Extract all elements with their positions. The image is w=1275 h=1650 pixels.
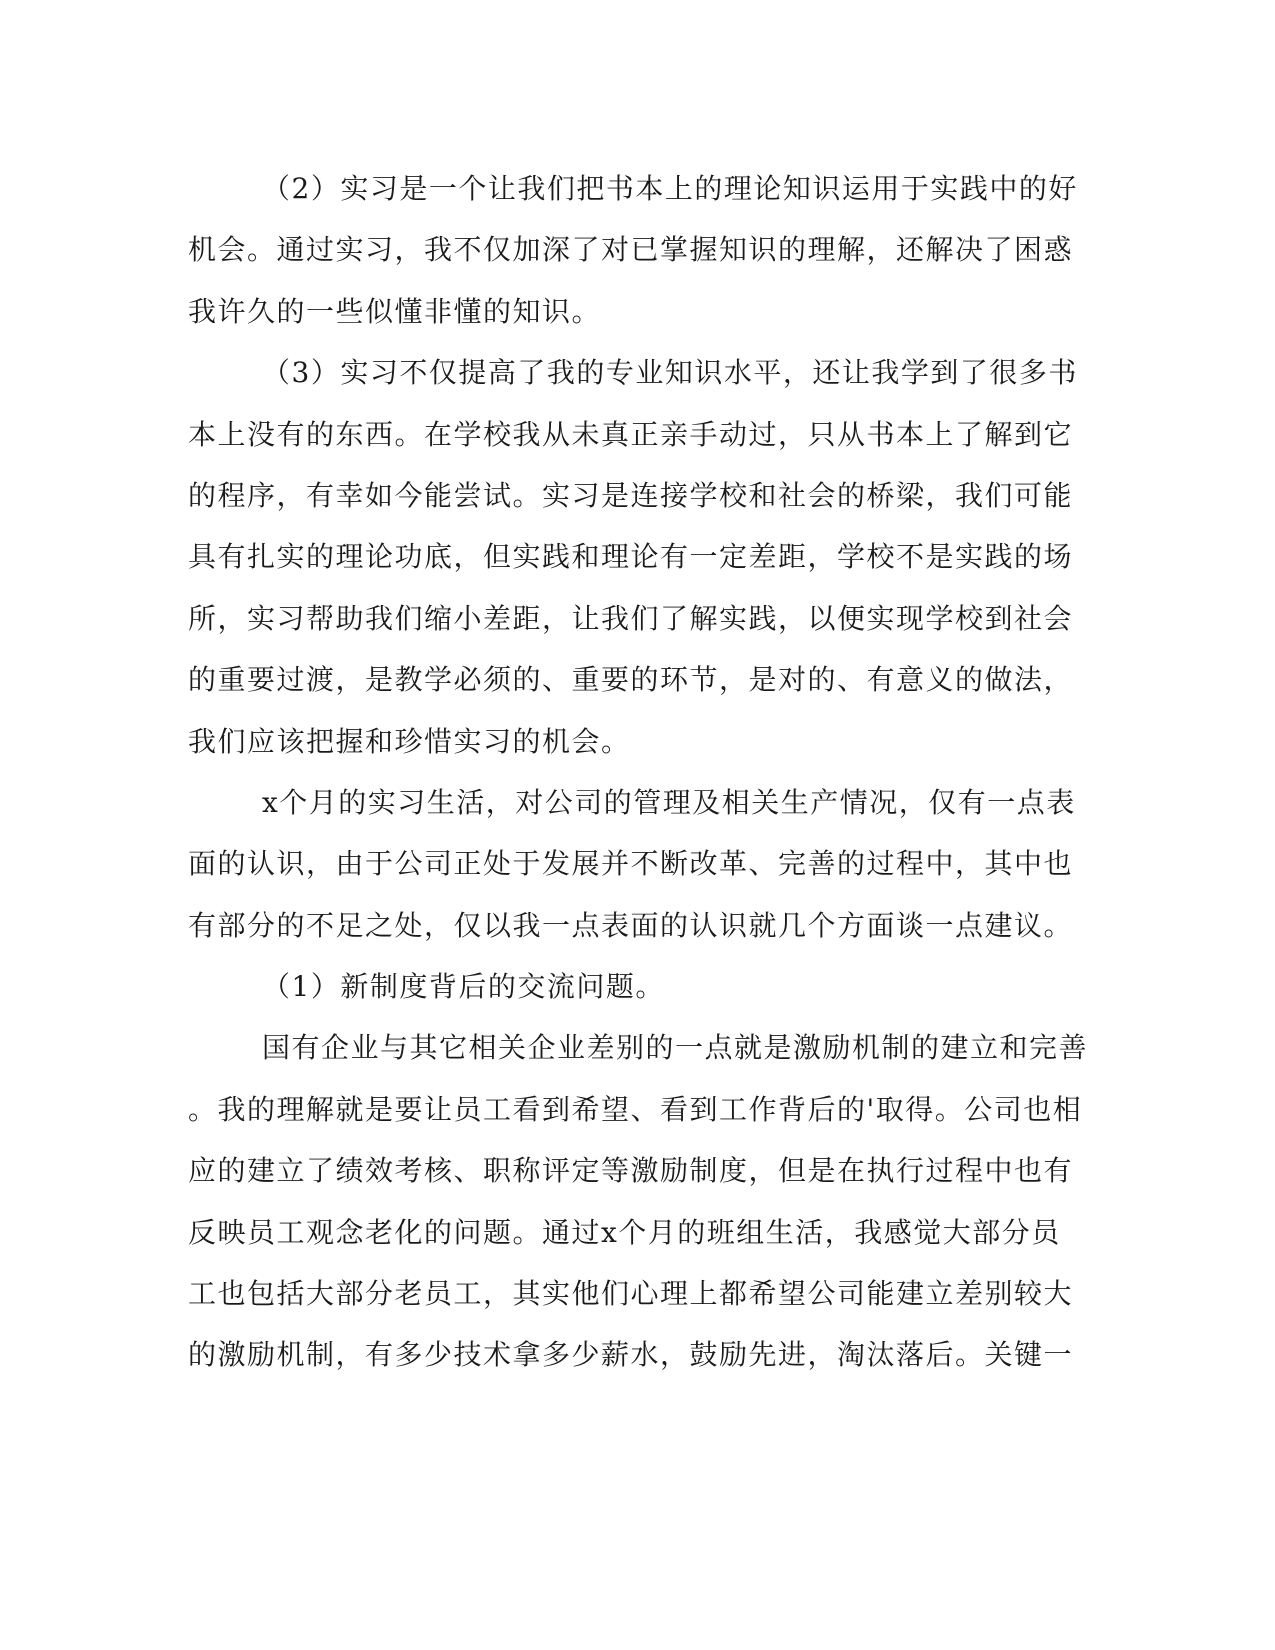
text-line: 有部分的不足之处，仅以我一点表面的认识就几个方面谈一点建议。 — [188, 908, 1074, 942]
text-line: 本上没有的东西。在学校我从未真正亲手动过，只从书本上了解到它 — [188, 417, 1074, 451]
text-line: 反映员工观念老化的问题。通过x个月的班组生活，我感觉大部分员 — [188, 1215, 1061, 1249]
text-line: 具有扎实的理论功底，但实践和理论有一定差距，学校不是实践的场 — [188, 540, 1074, 574]
document-body — [188, 158, 1088, 1386]
text-line: （3）实习不仅提高了我的专业知识水平，还让我学到了很多书 — [262, 356, 1078, 390]
text-line: 工也包括大部分老员工，其实他们心理上都希望公司能建立差别较大 — [188, 1277, 1074, 1311]
text-line: （2）实习是一个让我们把书本上的理论知识运用于实践中的好 — [262, 172, 1078, 205]
text-line: x个月的实习生活，对公司的管理及相关生产情况，仅有一点表 — [262, 785, 1076, 819]
text-line: 我们应该把握和珍惜实习的机会。 — [188, 724, 631, 758]
text-line: 所，实习帮助我们缩小差距，让我们了解实践，以便实现学校到社会 — [188, 601, 1074, 635]
text-line: （1）新制度背后的交流问题。 — [262, 970, 665, 1004]
text-line: 的重要过渡，是教学必须的、重要的环节，是对的、有意义的做法， — [188, 663, 1074, 697]
text-line: 面的认识，由于公司正处于发展并不断改革、完善的过程中，其中也 — [188, 847, 1074, 881]
text-line: 机会。通过实习，我不仅加深了对已掌握知识的理解，还解决了困惑 — [188, 233, 1074, 267]
text-line: 应的建立了绩效考核、职称评定等激励制度，但是在执行过程中也有 — [188, 1154, 1074, 1188]
text-line: 我许久的一些似懂非懂的知识。 — [188, 294, 602, 328]
text-line: 国有企业与其它相关企业差别的一点就是激励机制的建立和完善 — [262, 1031, 1089, 1065]
text-line: 的程序，有幸如今能尝试。实习是连接学校和社会的桥梁，我们可能 — [188, 478, 1074, 512]
text-line: 的激励机制，有多少技术拿多少薪水，鼓励先进，淘汰落后。关键一 — [188, 1338, 1074, 1372]
text-line: 。我的理解就是要让员工看到希望、看到工作背后的'取得。公司也相 — [188, 1092, 1083, 1126]
